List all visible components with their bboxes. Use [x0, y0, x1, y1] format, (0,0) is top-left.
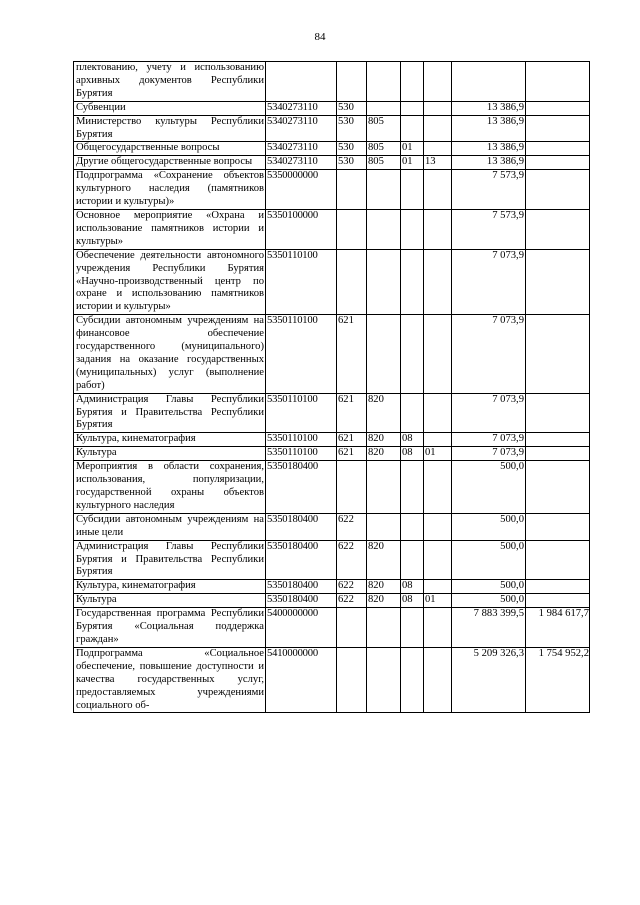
target-article-code-cell: 5350110100	[266, 433, 337, 447]
row-name-cell: Основное мероприятие «Охрана и использование памятников истории и культуры»	[74, 209, 266, 249]
amount-secondary-cell: 1 984 617,7	[526, 608, 590, 648]
table-row	[74, 540, 590, 580]
administrator-code-cell: 820	[367, 580, 401, 594]
target-article-code-cell: 5350110100	[266, 447, 337, 461]
subsection-code-cell	[424, 101, 452, 115]
expense-type-cell	[337, 461, 367, 514]
section-code-cell	[401, 209, 424, 249]
expense-type-cell	[337, 647, 367, 713]
expense-type-cell: 621	[337, 433, 367, 447]
section-code-cell	[401, 170, 424, 210]
amount-cell: 500,0	[452, 580, 526, 594]
table-row	[74, 513, 590, 540]
amount-secondary-cell	[526, 142, 590, 156]
target-article-code-cell: 5340273110	[266, 156, 337, 170]
amount-secondary-cell	[526, 447, 590, 461]
amount-cell: 500,0	[452, 461, 526, 514]
administrator-code-cell: 820	[367, 447, 401, 461]
amount-cell: 7 573,9	[452, 209, 526, 249]
amount-cell: 7 073,9	[452, 393, 526, 433]
administrator-code-cell	[367, 209, 401, 249]
expense-type-cell	[337, 249, 367, 315]
row-name-cell: Администрация Главы Республики Бурятия и Правительства Республики Бурятия	[74, 540, 266, 580]
administrator-code-cell	[367, 513, 401, 540]
table-row	[74, 101, 590, 115]
subsection-code-cell	[424, 62, 452, 102]
subsection-code-cell	[424, 142, 452, 156]
amount-secondary-cell	[526, 580, 590, 594]
section-code-cell	[401, 115, 424, 142]
section-code-cell	[401, 249, 424, 315]
amount-secondary-cell	[526, 62, 590, 102]
administrator-code-cell: 805	[367, 142, 401, 156]
table-row	[74, 594, 590, 608]
target-article-code-cell: 5350180400	[266, 461, 337, 514]
row-name-cell: Подпрограмма «Социальное обеспечение, повышение доступности и качества государственных услуг, предоставляемых учреждениями социального об-	[74, 647, 266, 713]
table-row	[74, 461, 590, 514]
row-name-cell: Субсидии автономным учреждениям на иные цели	[74, 513, 266, 540]
amount-secondary-cell	[526, 156, 590, 170]
expense-type-cell: 530	[337, 115, 367, 142]
subsection-code-cell: 13	[424, 156, 452, 170]
subsection-code-cell: 01	[424, 447, 452, 461]
amount-secondary-cell	[526, 540, 590, 580]
section-code-cell: 08	[401, 433, 424, 447]
section-code-cell	[401, 461, 424, 514]
table-row	[74, 315, 590, 393]
subsection-code-cell	[424, 647, 452, 713]
row-name-cell: плектованию, учету и использованию архивных документов Республики Бурятия	[74, 62, 266, 102]
administrator-code-cell	[367, 170, 401, 210]
administrator-code-cell: 820	[367, 540, 401, 580]
section-code-cell	[401, 101, 424, 115]
table-row	[74, 447, 590, 461]
subsection-code-cell: 01	[424, 594, 452, 608]
target-article-code-cell: 5350110100	[266, 315, 337, 393]
subsection-code-cell	[424, 608, 452, 648]
amount-secondary-cell	[526, 513, 590, 540]
expense-type-cell: 622	[337, 580, 367, 594]
table-row	[74, 156, 590, 170]
section-code-cell: 01	[401, 156, 424, 170]
expense-type-cell	[337, 62, 367, 102]
expense-type-cell: 622	[337, 540, 367, 580]
amount-secondary-cell	[526, 170, 590, 210]
subsection-code-cell	[424, 580, 452, 594]
target-article-code-cell: 5340273110	[266, 115, 337, 142]
table-row	[74, 608, 590, 648]
target-article-code-cell: 5410000000	[266, 647, 337, 713]
row-name-cell: Общегосударственные вопросы	[74, 142, 266, 156]
target-article-code-cell: 5350180400	[266, 540, 337, 580]
subsection-code-cell	[424, 393, 452, 433]
expense-type-cell: 622	[337, 513, 367, 540]
amount-secondary-cell	[526, 249, 590, 315]
administrator-code-cell: 820	[367, 433, 401, 447]
section-code-cell: 08	[401, 594, 424, 608]
section-code-cell	[401, 315, 424, 393]
amount-secondary-cell	[526, 594, 590, 608]
target-article-code-cell: 5350000000	[266, 170, 337, 210]
section-code-cell	[401, 540, 424, 580]
amount-secondary-cell	[526, 101, 590, 115]
administrator-code-cell	[367, 315, 401, 393]
row-name-cell: Культура	[74, 447, 266, 461]
row-name-cell: Субсидии автономным учреждениям на финансовое обеспечение государственного (муниципального) задания на оказание государственных (муниципальных) услуг (выполнение работ)	[74, 315, 266, 393]
subsection-code-cell	[424, 513, 452, 540]
table-row	[74, 115, 590, 142]
administrator-code-cell: 820	[367, 594, 401, 608]
subsection-code-cell	[424, 461, 452, 514]
amount-secondary-cell: 1 754 952,2	[526, 647, 590, 713]
subsection-code-cell	[424, 209, 452, 249]
amount-secondary-cell	[526, 461, 590, 514]
target-article-code-cell: 5350180400	[266, 513, 337, 540]
amount-secondary-cell	[526, 393, 590, 433]
target-article-code-cell: 5350110100	[266, 393, 337, 433]
expense-type-cell	[337, 209, 367, 249]
row-name-cell: Государственная программа Республики Бурятия «Социальная поддержка граждан»	[74, 608, 266, 648]
administrator-code-cell: 820	[367, 393, 401, 433]
expense-type-cell: 530	[337, 142, 367, 156]
target-article-code-cell	[266, 62, 337, 102]
amount-secondary-cell	[526, 433, 590, 447]
amount-secondary-cell	[526, 315, 590, 393]
amount-secondary-cell	[526, 209, 590, 249]
administrator-code-cell: 805	[367, 115, 401, 142]
subsection-code-cell	[424, 170, 452, 210]
section-code-cell: 08	[401, 580, 424, 594]
expense-type-cell: 621	[337, 315, 367, 393]
amount-cell: 500,0	[452, 594, 526, 608]
administrator-code-cell	[367, 608, 401, 648]
subsection-code-cell	[424, 249, 452, 315]
amount-cell: 500,0	[452, 540, 526, 580]
expense-type-cell: 621	[337, 447, 367, 461]
table-row	[74, 647, 590, 713]
target-article-code-cell: 5350110100	[266, 249, 337, 315]
amount-cell: 7 883 399,5	[452, 608, 526, 648]
expense-type-cell: 622	[337, 594, 367, 608]
row-name-cell: Администрация Главы Республики Бурятия и Правительства Республики Бурятия	[74, 393, 266, 433]
amount-cell: 13 386,9	[452, 115, 526, 142]
row-name-cell: Культура	[74, 594, 266, 608]
section-code-cell	[401, 62, 424, 102]
amount-cell: 13 386,9	[452, 156, 526, 170]
row-name-cell: Министерство культуры Республики Бурятия	[74, 115, 266, 142]
section-code-cell	[401, 608, 424, 648]
row-name-cell: Обеспечение деятельности автономного учреждения Республики Бурятия «Научно-производственный центр по охране и использованию памятников истории и культуры»	[74, 249, 266, 315]
page-number: 84	[314, 31, 326, 43]
administrator-code-cell	[367, 62, 401, 102]
table-row	[74, 433, 590, 447]
amount-cell: 13 386,9	[452, 142, 526, 156]
administrator-code-cell	[367, 249, 401, 315]
expense-type-cell	[337, 608, 367, 648]
section-code-cell: 01	[401, 142, 424, 156]
amount-secondary-cell	[526, 115, 590, 142]
amount-cell	[452, 62, 526, 102]
target-article-code-cell: 5350180400	[266, 580, 337, 594]
section-code-cell	[401, 393, 424, 433]
expense-type-cell: 530	[337, 156, 367, 170]
expense-type-cell: 530	[337, 101, 367, 115]
table-body	[74, 62, 590, 713]
administrator-code-cell: 805	[367, 156, 401, 170]
target-article-code-cell: 5350180400	[266, 594, 337, 608]
row-name-cell: Мероприятия в области сохранения, использования, популяризации, государственной охраны объектов культурного наследия	[74, 461, 266, 514]
section-code-cell: 08	[401, 447, 424, 461]
amount-cell: 5 209 326,3	[452, 647, 526, 713]
budget-table	[73, 61, 590, 713]
target-article-code-cell: 5400000000	[266, 608, 337, 648]
section-code-cell	[401, 647, 424, 713]
amount-cell: 7 073,9	[452, 433, 526, 447]
target-article-code-cell: 5340273110	[266, 101, 337, 115]
table-row	[74, 62, 590, 102]
target-article-code-cell: 5340273110	[266, 142, 337, 156]
row-name-cell: Культура, кинематография	[74, 433, 266, 447]
row-name-cell: Субвенции	[74, 101, 266, 115]
table-row	[74, 249, 590, 315]
amount-cell: 7 073,9	[452, 447, 526, 461]
amount-cell: 13 386,9	[452, 101, 526, 115]
section-code-cell	[401, 513, 424, 540]
subsection-code-cell	[424, 540, 452, 580]
row-name-cell: Подпрограмма «Сохранение объектов культурного наследия (памятников истории и культуры)»	[74, 170, 266, 210]
target-article-code-cell: 5350100000	[266, 209, 337, 249]
subsection-code-cell	[424, 115, 452, 142]
row-name-cell: Культура, кинематография	[74, 580, 266, 594]
expense-type-cell: 621	[337, 393, 367, 433]
table-row	[74, 393, 590, 433]
subsection-code-cell	[424, 315, 452, 393]
table-row	[74, 170, 590, 210]
amount-cell: 7 073,9	[452, 249, 526, 315]
administrator-code-cell	[367, 101, 401, 115]
table-row	[74, 142, 590, 156]
amount-cell: 500,0	[452, 513, 526, 540]
table-row	[74, 580, 590, 594]
table-row	[74, 209, 590, 249]
expense-type-cell	[337, 170, 367, 210]
row-name-cell: Другие общегосударственные вопросы	[74, 156, 266, 170]
subsection-code-cell	[424, 433, 452, 447]
amount-cell: 7 573,9	[452, 170, 526, 210]
amount-cell: 7 073,9	[452, 315, 526, 393]
administrator-code-cell	[367, 647, 401, 713]
administrator-code-cell	[367, 461, 401, 514]
